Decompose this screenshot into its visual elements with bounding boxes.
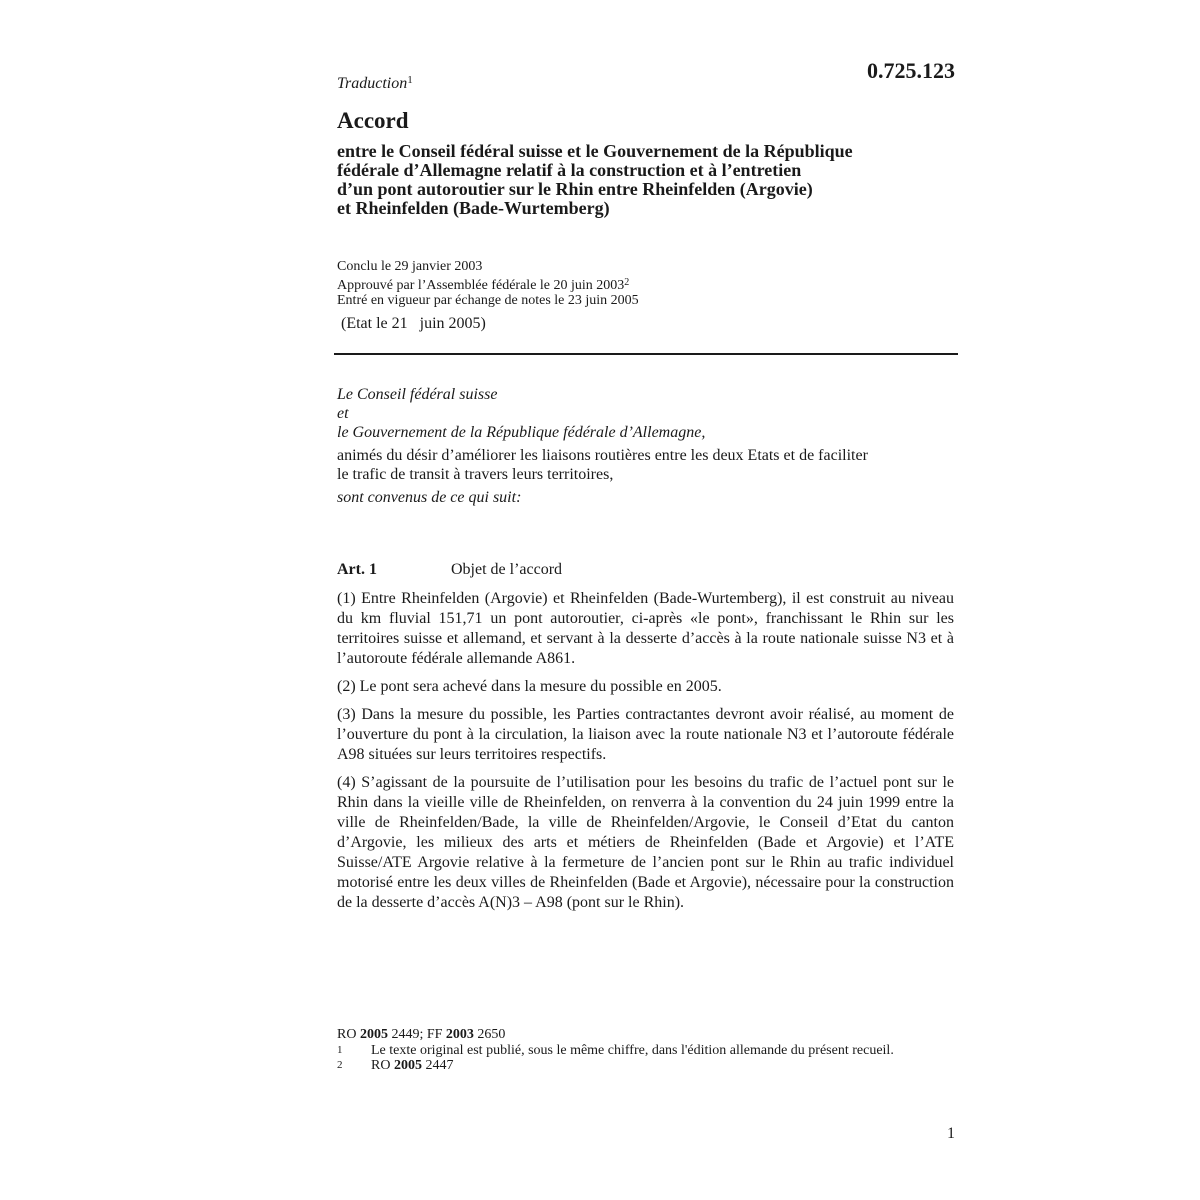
date-conclu: Conclu le 29 janvier 2003: [337, 259, 483, 274]
source-ro-year: 2005: [359, 1027, 388, 1042]
dates-block: [337, 259, 957, 309]
preamble-party-1: Le Conseil fédéral suisse: [337, 386, 498, 403]
source-ff-year: 2003: [445, 1027, 474, 1042]
rs-number: 0.725.123: [867, 58, 955, 83]
traduction-label: [337, 74, 413, 93]
footnote-number: 2: [337, 1059, 343, 1071]
article-paragraph: (3) Dans la mesure du possible, les Parties contractantes devront avoir réalisé, au moment de l’ouverture du pont à la circulation, la liaison avec la route nationale N3 et l’autoroute fédérale A98 situées sur leurs territoires respectifs.: [337, 706, 954, 763]
source-ro-page: 2449; FF: [387, 1027, 446, 1042]
article-heading: [337, 561, 957, 579]
header-divider: [334, 353, 958, 355]
etat-date: (Etat le 21 juin 2005): [341, 315, 486, 332]
date-approuve-text: Approuvé par l’Assemblée fédérale le 20 juin 2003: [337, 277, 625, 293]
preamble-purpose-line: le trafic de transit à travers leurs territoires,: [337, 466, 614, 483]
page-number: 1: [947, 1125, 955, 1142]
footnote-2: [337, 1058, 957, 1074]
subtitle-line: entre le Conseil fédéral suisse et le Gouvernement de la République: [337, 141, 853, 161]
preamble-purpose: [337, 446, 957, 484]
preamble-conjunction: et: [337, 405, 349, 422]
footnote-1: [337, 1043, 957, 1059]
preamble-purpose-line: animés du désir d’améliorer les liaisons routières entre les deux Etats et de faciliter: [337, 447, 868, 464]
article-title: Objet de l’accord: [451, 561, 563, 578]
footnote-text: Le texte original est publié, sous le même chiffre, dans l'édition allemande du présent recueil.: [371, 1042, 894, 1058]
footnote-ref-2[interactable]: 2: [624, 276, 630, 288]
footnotes: [337, 1027, 957, 1074]
subtitle-line: fédérale d’Allemagne relatif à la construction et à l’entretien: [337, 160, 802, 180]
preamble-closing: sont convenus de ce qui suit:: [337, 489, 522, 506]
footnote-ro-year: 2005: [393, 1058, 422, 1073]
subtitle-line: d’un pont autoroutier sur le Rhin entre Rheinfelden (Argovie): [337, 179, 813, 199]
footnote-number: 1: [337, 1043, 343, 1056]
subtitle-line: et Rheinfelden (Bade-Wurtemberg): [337, 198, 610, 218]
preamble-party-2: le Gouvernement de la République fédérale d’Allemagne,: [337, 424, 706, 441]
article-paragraph: (2) Le pont sera achevé dans la mesure du possible en 2005.: [337, 678, 722, 695]
footnote-source: [337, 1027, 957, 1043]
traduction-text: Traduction: [337, 75, 408, 92]
document-subtitle: [337, 142, 957, 218]
article-body: [337, 589, 954, 921]
source-ro-label: RO: [337, 1027, 360, 1042]
footnote-ref-1[interactable]: 1: [407, 74, 413, 86]
preamble: [337, 385, 957, 507]
date-entree-en-vigueur: Entré en vigueur par échange de notes le 23 juin 2005: [337, 293, 639, 308]
document-title: Accord: [337, 108, 409, 133]
footnote-ro-label: RO: [371, 1058, 394, 1073]
source-ff-page: 2650: [473, 1027, 506, 1042]
article-paragraph: (4) S’agissant de la poursuite de l’utilisation pour les besoins du trafic de l’actuel pont sur le Rhin dans la vieille ville de Rheinfelden, on renverra à la convention du 24 juin 1999 entre la ville de Rheinfelden/Bade, la ville de Rheinfelden/Argovie, le Conseil d’Etat du canton d’Argovie, les milieux des arts et métiers de Rheinfelden (Bade et Argovie) et l’ATE Suisse/ATE Argovie relative à la fermeture de l’ancien pont sur le Rhin au trafic individuel motorisé entre les deux villes de Rheinfelden (Bade et Argovie), nécessaire pour la construction de la desserte d’accès A(N)3 – A98 (pont sur le Rhin).: [337, 774, 954, 911]
date-approuve: [337, 275, 957, 294]
footnote-text: [371, 1058, 957, 1074]
article-number: Art. 1: [337, 561, 377, 578]
footnote-ro-page: 2447: [421, 1058, 454, 1073]
article-paragraph: (1) Entre Rheinfelden (Argovie) et Rheinfelden (Bade-Wurtemberg), il est construit au niveau du km fluvial 151,71 un pont autoroutier, ci-après «le pont», franchissant le Rhin sur les territoires suisse et allemand, et servant à la desserte d’accès à la route nationale suisse N3 et à l’autoroute fédérale allemande A861.: [337, 590, 954, 667]
